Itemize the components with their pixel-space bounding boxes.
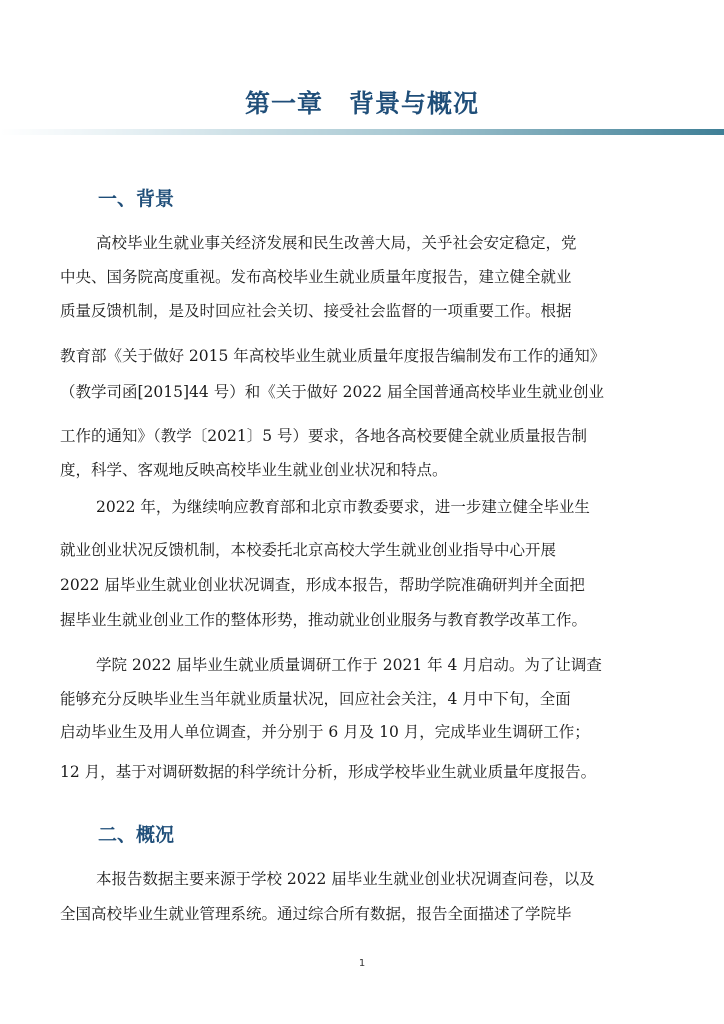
paragraph-line: 12 月，基于对调研数据的科学统计分析，形成学校毕业生就业质量年度报告。 xyxy=(60,763,597,781)
paragraph-line: 质量反馈机制，是及时回应社会关切、接受社会监督的一项重要工作。根据 xyxy=(60,302,572,320)
title-divider xyxy=(0,129,724,135)
paragraph-line: 教育部《关于做好 2015 年高校毕业生就业质量年度报告编制发布工作的通知》 xyxy=(60,347,606,365)
paragraph-line: 握毕业生就业创业工作的整体形势，推动就业创业服务与教育教学改革工作。 xyxy=(60,611,588,629)
section-heading-overview: 二、概况 xyxy=(98,824,175,846)
paragraph-line: 就业创业状况反馈机制，本校委托北京高校大学生就业创业指导中心开展 xyxy=(60,541,557,559)
page-number: 1 xyxy=(358,958,366,969)
paragraph-line: 学院 2022 届毕业生就业质量调研工作于 2021 年 4 月启动。为了让调查 xyxy=(96,656,602,674)
paragraph-line: 全国高校毕业生就业管理系统。通过综合所有数据，报告全面描述了学院毕 xyxy=(60,905,572,923)
paragraph-line: 高校毕业生就业事关经济发展和民生改善大局，关乎社会安定稳定，党 xyxy=(96,234,577,252)
paragraph-line: （教学司函[2015]44 号）和《关于做好 2022 届全国普通高校毕业生就业创业 xyxy=(60,383,604,401)
paragraph-line: 2022 年，为继续响应教育部和北京市教委要求，进一步建立健全毕业生 xyxy=(96,498,590,516)
paragraph-line: 本报告数据主要来源于学校 2022 届毕业生就业创业状况调查问卷，以及 xyxy=(96,870,595,888)
paragraph-line: 中央、国务院高度重视。发布高校毕业生就业质量年度报告，建立健全就业 xyxy=(60,268,572,286)
section-heading-background: 一、背景 xyxy=(98,188,175,210)
paragraph-line: 启动毕业生及用人单位调查，并分别于 6 月及 10 月，完成毕业生调研工作； xyxy=(60,723,590,741)
paragraph-line: 2022 届毕业生就业创业状况调查，形成本报告，帮助学院准确研判并全面把 xyxy=(60,576,585,594)
paragraph-line: 度，科学、客观地反映高校毕业生就业创业状况和特点。 xyxy=(60,461,448,479)
paragraph-line: 能够充分反映毕业生当年就业质量状况，回应社会关注，4 月中下旬，全面 xyxy=(60,690,571,708)
paragraph-line: 工作的通知》（教学〔2021〕5 号）要求，各地各高校要健全就业质量报告制 xyxy=(60,427,587,445)
chapter-title: 第一章 背景与概况 xyxy=(244,89,479,118)
